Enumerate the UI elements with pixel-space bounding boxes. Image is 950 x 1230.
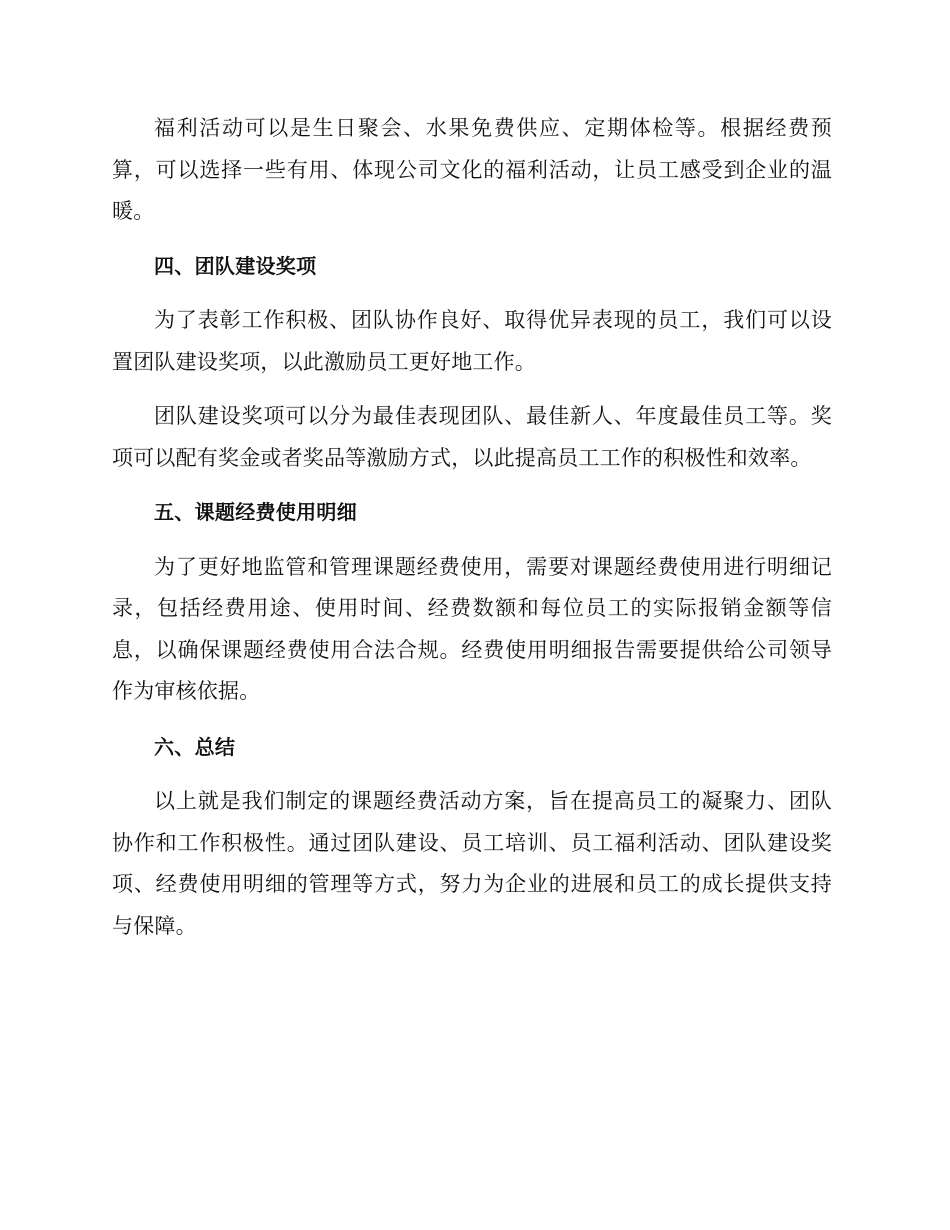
section-heading-summary: 六、总结 <box>154 734 236 759</box>
document-body <box>112 108 832 947</box>
spacer <box>112 479 832 492</box>
spacer <box>112 534 832 547</box>
spacer <box>112 287 832 300</box>
paragraph-summary: 以上就是我们制定的课题经费活动方案，旨在提高员工的凝聚力、团队协作和工作积极性。通过团队建设、员工培训、员工福利活动、团队建设奖项、经费使用明细的管理等方式，努力为企业的进展和员工的成长提供支持与保障。 <box>112 789 832 938</box>
section-heading-team-awards: 四、团队建设奖项 <box>154 253 317 278</box>
spacer <box>112 383 832 396</box>
paragraph-expense-details: 为了更好地监管和管理课题经费使用，需要对课题经费使用进行明细记录，包括经费用途、使用时间、经费数额和每位员工的实际报销金额等信息，以确保课题经费使用合法合规。经费使用明细报告需要提供给公司领导作为审核依据。 <box>112 554 832 703</box>
spacer <box>112 713 832 727</box>
paragraph-awards-purpose: 为了表彰工作积极、团队协作良好、取得优异表现的员工，我们可以设置团队建设奖项，以此激励员工更好地工作。 <box>112 308 832 374</box>
spacer <box>112 768 832 781</box>
spacer <box>112 233 832 246</box>
paragraph-awards-types: 团队建设奖项可以分为最佳表现团队、最佳新人、年度最佳员工等。奖项可以配有奖金或者奖品等激励方式，以此提高员工工作的积极性和效率。 <box>112 404 832 470</box>
section-heading-expense-details: 五、课题经费使用明细 <box>154 500 357 524</box>
paragraph-welfare-activities: 福利活动可以是生日聚会、水果免费供应、定期体检等。根据经费预算，可以选择一些有用、体现公司文化的福利活动，让员工感受到企业的温暖。 <box>112 116 832 223</box>
